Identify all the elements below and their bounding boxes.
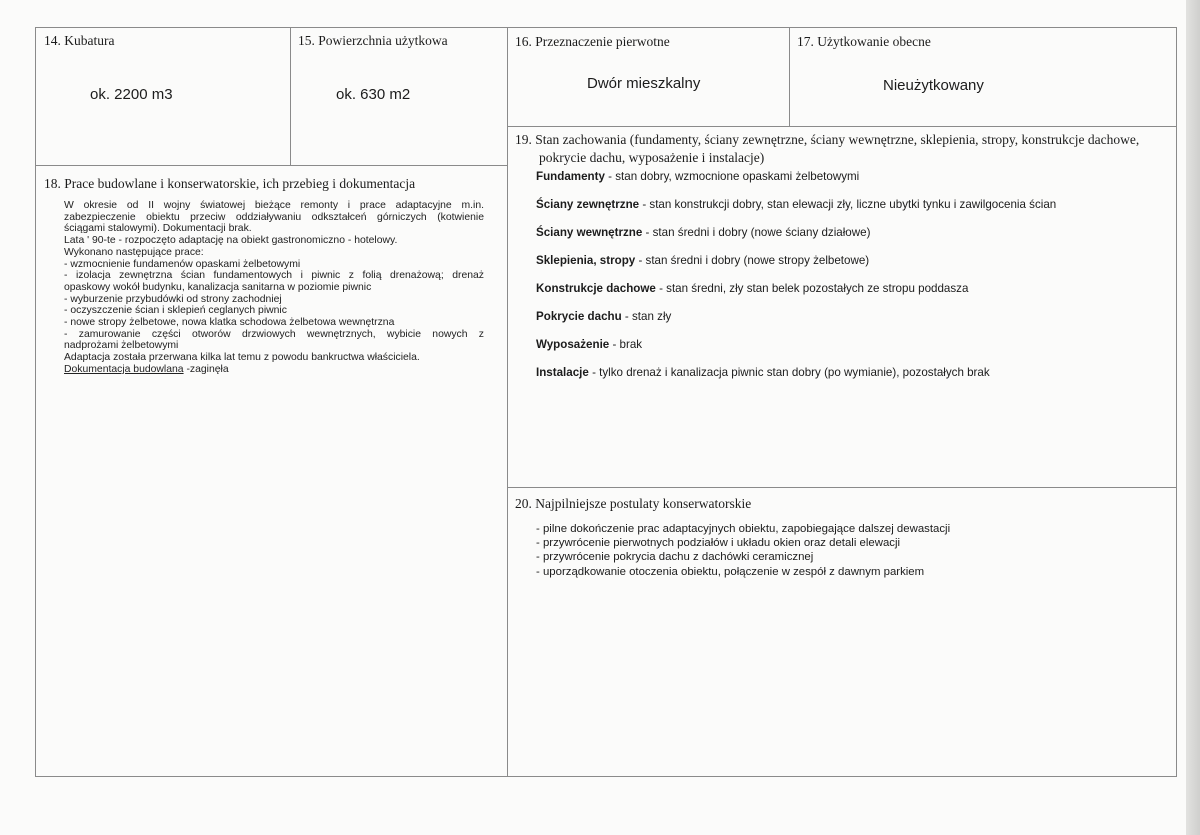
- stan-item-label: Instalacje: [536, 366, 589, 379]
- stan-item-label: Sklepienia, stropy: [536, 254, 636, 267]
- prace-line: - wzmocnienie fundamenów opaskami żelbetowymi: [64, 258, 301, 270]
- prace-line: W okresie od II wojny światowej bieżące remonty i prace adaptacyjne m.in.: [64, 200, 484, 211]
- postulat-item: - uporządkowanie otoczenia obiektu, połączenie w zespół z dawnym parkiem: [536, 565, 925, 578]
- stan-item-text: - stan średni, zły stan belek pozostałych ze stropu poddasza: [655, 282, 969, 295]
- postulat-item: - przywrócenie pokrycia dachu z dachówki ceramicznej: [536, 551, 814, 564]
- stan-item-text: - stan konstrukcji dobry, stan elewacji zły, liczne ubytki tynku i zawilgocenia ścian: [639, 198, 1057, 211]
- prace-line: zabezpieczenie obiektu przeciw oddziaływaniu odkształceń górniczych (kotwienie: [64, 211, 484, 223]
- postulaty-header: 20. Najpilniejsze postulaty konserwatorskie: [515, 496, 752, 511]
- powierzchnia-value: ok. 630 m2: [336, 86, 411, 103]
- stan-item-text: - stan średni i dobry (nowe ściany działowe): [642, 226, 871, 239]
- stan-item-label: Pokrycie dachu: [536, 310, 622, 323]
- prace-line: nadprożami żelbetowymi: [64, 340, 179, 352]
- stan-item-label: Ściany zewnętrzne: [536, 198, 640, 211]
- prace-line: - wyburzenie przybudówki od strony zachodniej: [64, 293, 282, 305]
- kubatura-header: 14. Kubatura: [44, 33, 115, 48]
- postulaty-list: [536, 522, 1156, 579]
- prace-line: - oczyszczenie ścian i sklepień ceglanych piwnic: [64, 305, 287, 317]
- stan-item-text: - stan średni i dobry (nowe stropy żelbetowe): [635, 254, 870, 267]
- stan-item-sklepienia: [536, 254, 1176, 282]
- stan-item-fundamenty: [536, 170, 1176, 198]
- prace-header: 18. Prace budowlane i konserwatorskie, ich przebieg i dokumentacja: [44, 176, 416, 191]
- stan-item-text: - tylko drenaż i kanalizacja piwnic stan dobry (po wymianie), pozostałych brak: [588, 366, 990, 379]
- stan-item-label: Fundamenty: [536, 170, 605, 183]
- stan-item-label: Ściany wewnętrzne: [536, 226, 643, 239]
- stan-item-label: Konstrukcje dachowe: [536, 282, 656, 295]
- prace-body: [64, 200, 484, 376]
- border-left: [35, 27, 36, 777]
- powierzchnia-header: 15. Powierzchnia użytkowa: [298, 33, 448, 48]
- stan-header-line1: 19. Stan zachowania (fundamenty, ściany zewnętrzne, ściany wewnętrzne, sklepienia, stropy, konstrukcje dachowe,: [515, 132, 1140, 147]
- przeznaczenie-value: Dwór mieszkalny: [587, 75, 701, 92]
- stan-item-label: Wyposażenie: [536, 338, 610, 351]
- stan-header-line2: pokrycie dachu, wyposażenie i instalacje): [539, 150, 765, 165]
- divider-14-15: [290, 27, 291, 165]
- uzytkowanie-header: 17. Użytkowanie obecne: [797, 34, 931, 49]
- stan-item-text: - stan dobry, wzmocnione opaskami żelbetowymi: [604, 170, 860, 183]
- stan-item-text: - stan zły: [621, 310, 672, 323]
- prace-dokumentacja: [64, 364, 484, 376]
- prace-line: - izolacja zewnętrzna ścian fundamentowych i piwnic z folią drenażową; drenaż: [64, 270, 484, 282]
- stan-list: [536, 170, 1176, 394]
- page-edge: [1186, 0, 1200, 835]
- prace-line: Lata ' 90-te - rozpoczęto adaptację na obiekt gastronomiczno - hotelowy.: [64, 235, 398, 247]
- przeznaczenie-header: 16. Przeznaczenie pierwotne: [515, 34, 670, 49]
- stan-item-pokrycie: [536, 310, 1176, 338]
- uzytkowanie-value: Nieużytkowany: [883, 77, 984, 94]
- stan-item-text: - brak: [609, 338, 643, 351]
- prace-line: Adaptacja została przerwana kilka lat temu z powodu bankructwa właściciela.: [64, 352, 420, 364]
- divider-right-rows-2: [507, 487, 1177, 488]
- postulat-item: - przywrócenie pierwotnych podziałów i układu okien oraz detali elewacji: [536, 537, 901, 550]
- prace-line: Wykonano następujące prace:: [64, 246, 204, 258]
- dokumentacja-label: Dokumentacja budowlana: [64, 363, 184, 375]
- stan-item-sciany-wewnetrzne: [536, 226, 1176, 254]
- border-right: [1176, 27, 1177, 777]
- stan-item-sciany-zewnetrzne: [536, 198, 1176, 226]
- prace-line: ściągami stalowymi). Dokumentacji brak.: [64, 223, 252, 235]
- prace-line: - nowe stropy żelbetowe, nowa klatka schodowa żelbetowa wewnętrzna: [64, 317, 395, 329]
- postulat-item: - pilne dokończenie prac adaptacyjnych obiektu, zapobiegające dalszej dewastacji: [536, 523, 951, 535]
- stan-item-konstrukcje: [536, 282, 1176, 310]
- divider-left-rows: [35, 165, 508, 166]
- stan-item-instalacje: [536, 366, 1176, 394]
- border-top: [35, 27, 1176, 28]
- divider-16-17: [789, 27, 790, 126]
- border-bottom: [35, 776, 1177, 777]
- prace-line: opaskowy wokół budynku, kanalizacja sanitarna w poziomie piwnic: [64, 281, 372, 293]
- divider-right-rows-1: [507, 126, 1177, 127]
- prace-line: - zamurowanie części otworów drzwiowych wewnętrznych, wybicie nowych z: [64, 328, 484, 340]
- divider-left-right: [507, 27, 508, 777]
- stan-item-wyposazenie: [536, 338, 1176, 366]
- kubatura-value: ok. 2200 m3: [90, 86, 173, 103]
- dokumentacja-value: -zaginęła: [183, 363, 229, 375]
